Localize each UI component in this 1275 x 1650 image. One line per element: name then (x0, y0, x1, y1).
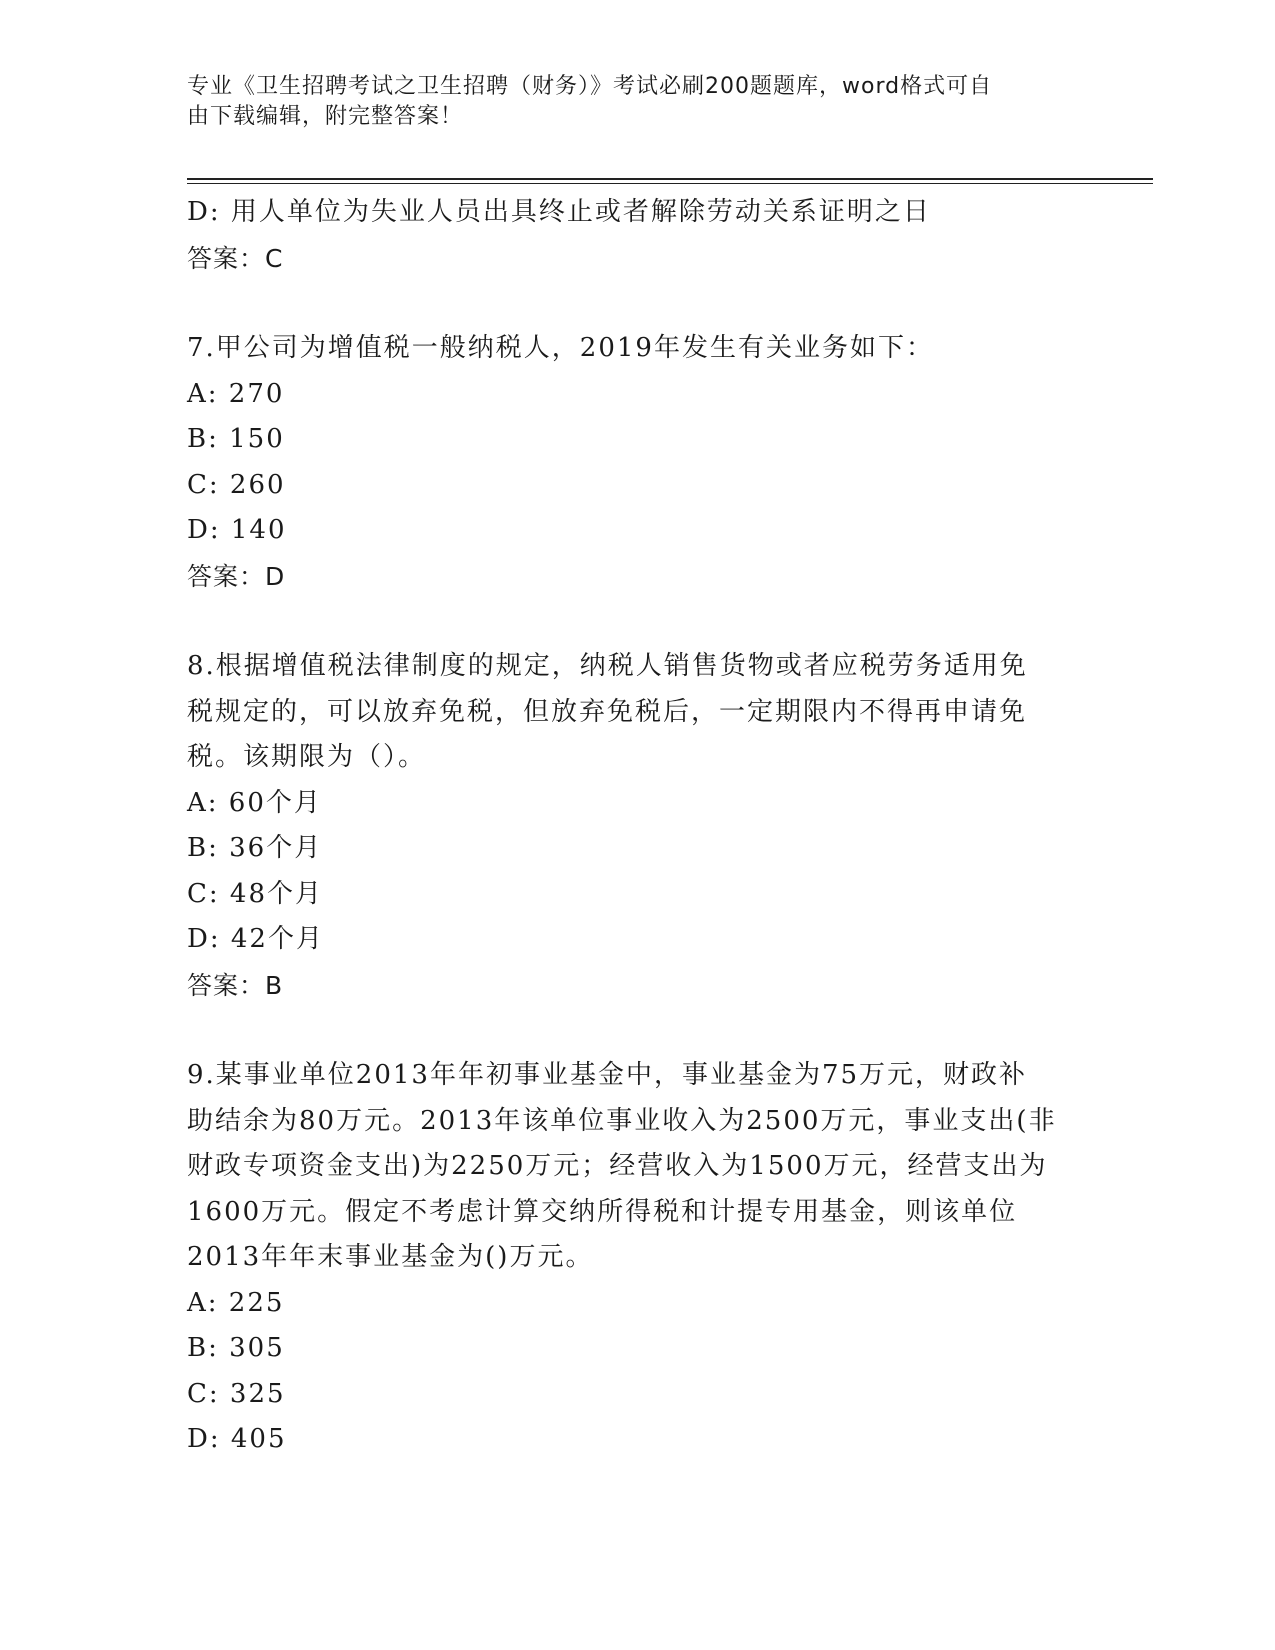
question-8-option-b: B: 36个月 (187, 833, 323, 863)
question-9-stem-line-3: 财政专项资金支出)为2250万元；经营收入为1500万元，经营支出为 (187, 1151, 1048, 1181)
question-8-answer: 答案：B (187, 970, 284, 1000)
question-8-stem-line-1: 8.根据增值税法律制度的规定，纳税人销售货物或者应税劳务适用免 (187, 651, 1028, 681)
question-9-option-c: C: 325 (187, 1378, 286, 1409)
question-9-option-b: B: 305 (187, 1333, 285, 1363)
header-line-2: 由下载编辑，附完整答案！ (187, 104, 464, 129)
question-8-option-d: D: 42个月 (187, 924, 324, 954)
question-9-stem-line-1: 9.某事业单位2013年年初事业基金中，事业基金为75万元，财政补 (187, 1060, 1028, 1090)
spacer (187, 1008, 1087, 1053)
prev-answer: 答案：C (187, 243, 284, 273)
question-9-option-a: A: 225 (187, 1287, 285, 1318)
question-8-stem-line-3: 税。该期限为（）。 (187, 742, 427, 772)
question-7-option-b: B: 150 (187, 424, 285, 454)
document-header (187, 72, 1067, 132)
header-divider-thick (187, 178, 1153, 180)
question-9-option-d: D: 405 (187, 1424, 287, 1454)
document-body (187, 190, 1087, 1463)
spacer (187, 599, 1087, 644)
question-8-stem-line-2: 税规定的，可以放弃免税，但放弃免税后，一定期限内不得再申请免 (187, 696, 1028, 727)
question-7-option-d: D: 140 (187, 515, 287, 545)
header-divider-thin (187, 183, 1153, 184)
question-7-option-c: C: 260 (187, 469, 286, 500)
header-line-1: 专业《卫生招聘考试之卫生招聘（财务）》考试必刷200题题库，word格式可自 (187, 74, 993, 99)
question-9-stem-line-5: 2013年年末事业基金为()万元。 (187, 1242, 594, 1272)
question-8-option-a: A: 60个月 (187, 787, 322, 818)
question-9-stem-line-2: 助结余为80万元。2013年该单位事业收入为2500万元，事业支出(非 (187, 1105, 1057, 1136)
question-9-stem-line-4: 1600万元。假定不考虑计算交纳所得税和计提专用基金，则该单位 (187, 1196, 1018, 1227)
spacer (187, 281, 1087, 326)
question-8-option-c: C: 48个月 (187, 878, 324, 909)
question-7-stem: 7.甲公司为增值税一般纳税人，2019年发生有关业务如下： (187, 333, 934, 363)
prev-option-d: D: 用人单位为失业人员出具终止或者解除劳动关系证明之日 (187, 197, 931, 227)
question-7-answer: 答案：D (187, 561, 286, 591)
question-7-option-a: A: 270 (187, 378, 285, 409)
